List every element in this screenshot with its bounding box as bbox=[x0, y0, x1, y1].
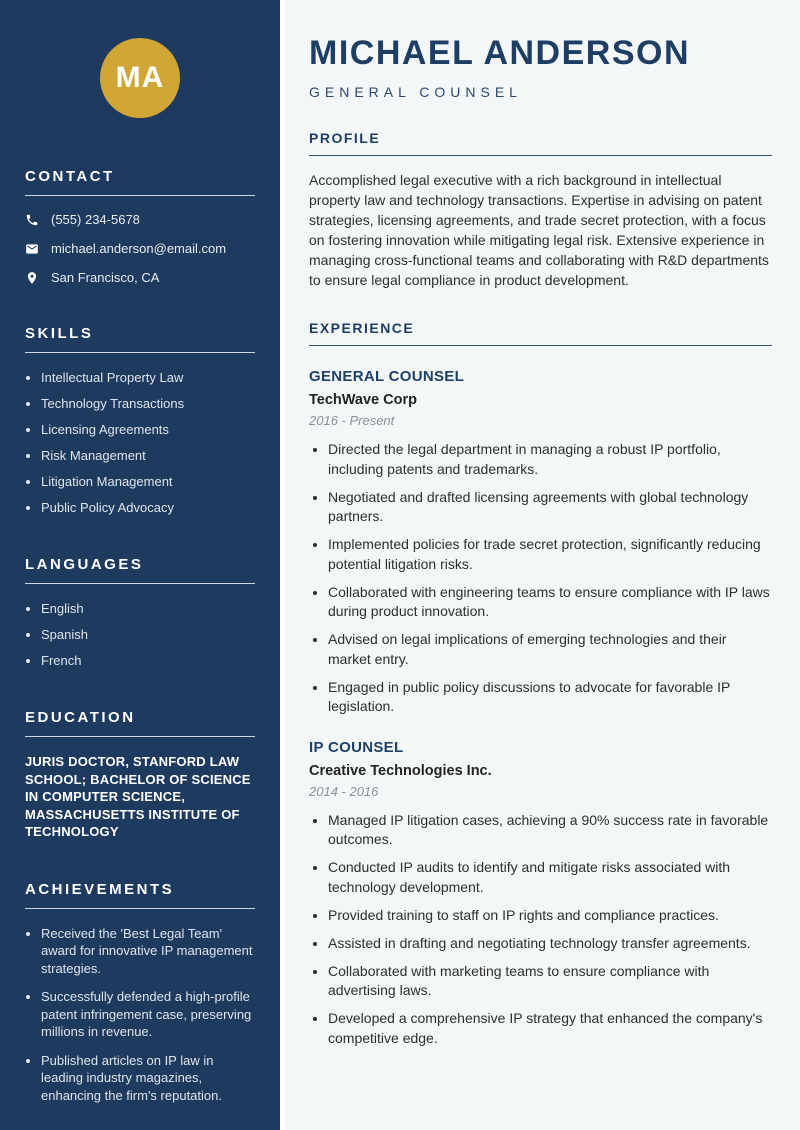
job-company: TechWave Corp bbox=[309, 392, 417, 408]
job-subtitle: GENERAL COUNSEL bbox=[309, 84, 522, 100]
contact-phone-text: (555) 234-5678 bbox=[51, 212, 140, 227]
page-title: MICHAEL ANDERSON bbox=[309, 34, 691, 72]
skills-section bbox=[25, 325, 255, 516]
contact-location bbox=[25, 270, 255, 285]
job-bullet-list bbox=[309, 811, 772, 1049]
language-item: • French bbox=[41, 652, 255, 669]
job-bullet: • Advised on legal implications of emerging technologies and their market entry. bbox=[328, 630, 772, 669]
profile-text: Accomplished legal executive with a rich background in intellectual property law and technology transactions. Expertise in advising on patent strategies, licensing agreements, and trade secret protection, with a focus on fostering innovation while mitigating legal risk. Extensive experience in managing cross-functional teams and collaborating with R&D departments to ensure legal compliance in product development. bbox=[309, 172, 769, 288]
skill-item: • Licensing Agreements bbox=[41, 421, 255, 438]
skill-item: • Intellectual Property Law bbox=[41, 369, 255, 386]
education-heading: EDUCATION bbox=[25, 709, 255, 737]
job-bullet: • Conducted IP audits to identify and mitigate risks associated with technology development. bbox=[328, 858, 772, 897]
avatar bbox=[100, 38, 180, 118]
job-bullet: • Implemented policies for trade secret protection, significantly reducing potential litigation risks. bbox=[328, 535, 772, 574]
location-pin-icon bbox=[25, 271, 39, 285]
job-dates: 2014 - 2016 bbox=[309, 783, 379, 799]
achievements-heading: ACHIEVEMENTS bbox=[25, 881, 255, 909]
achievement-item: • Published articles on IP law in leading industry magazines, enhancing the firm's reputation. bbox=[41, 1052, 255, 1105]
languages-heading: LANGUAGES bbox=[25, 556, 255, 584]
job-dates: 2016 - Present bbox=[309, 413, 395, 428]
sidebar bbox=[0, 0, 280, 1130]
skill-item: • Litigation Management bbox=[41, 473, 255, 490]
job-title: GENERAL COUNSEL bbox=[309, 368, 465, 385]
job-bullet: • Negotiated and drafted licensing agreements with global technology partners. bbox=[328, 488, 772, 527]
education-section bbox=[25, 709, 255, 841]
job-entry-1 bbox=[309, 368, 772, 717]
job-bullet: • Collaborated with marketing teams to ensure compliance with advertising laws. bbox=[328, 962, 772, 1001]
contact-section bbox=[25, 168, 255, 285]
languages-section bbox=[25, 556, 255, 669]
skill-item: • Technology Transactions bbox=[41, 395, 255, 412]
achievement-item: • Received the 'Best Legal Team' award for innovative IP management strategies. bbox=[41, 925, 255, 978]
skill-item: • Risk Management bbox=[41, 447, 255, 464]
job-bullet: • Developed a comprehensive IP strategy that enhanced the company's competitive edge. bbox=[328, 1009, 772, 1048]
skill-item: • Public Policy Advocacy bbox=[41, 499, 255, 516]
job-bullet-list bbox=[309, 440, 772, 717]
achievements-list bbox=[25, 925, 255, 1105]
language-item: • English bbox=[41, 600, 255, 617]
job-bullet: • Managed IP litigation cases, achieving a 90% success rate in favorable outcomes. bbox=[328, 811, 772, 850]
email-icon bbox=[25, 242, 39, 256]
contact-location-text: San Francisco, CA bbox=[51, 270, 160, 285]
main-content bbox=[280, 0, 800, 1130]
skills-heading: SKILLS bbox=[25, 325, 255, 353]
job-bullet: • Provided training to staff on IP rights and compliance practices. bbox=[328, 906, 772, 926]
job-bullet: • Assisted in drafting and negotiating technology transfer agreements. bbox=[328, 934, 772, 954]
contact-email-text: michael.anderson@email.com bbox=[51, 241, 227, 256]
avatar-initials: MA bbox=[115, 61, 165, 94]
languages-list bbox=[25, 600, 255, 669]
profile-heading: PROFILE bbox=[309, 130, 772, 156]
job-company: Creative Technologies Inc. bbox=[309, 762, 492, 779]
job-bullet: • Collaborated with engineering teams to ensure compliance with IP laws during product innovation. bbox=[328, 583, 772, 622]
phone-icon bbox=[25, 213, 39, 227]
education-text: JURIS DOCTOR, STANFORD LAW SCHOOL; BACHELOR OF SCIENCE IN COMPUTER SCIENCE, MASSACHUSETTS INSTITUTE OF TECHNOLOGY bbox=[25, 754, 251, 839]
contact-email bbox=[25, 241, 255, 256]
language-item: • Spanish bbox=[41, 626, 255, 643]
job-bullet: • Engaged in public policy discussions to advocate for favorable IP legislation. bbox=[328, 678, 772, 717]
achievement-item: • Successfully defended a high-profile patent infringement case, preserving millions in revenue. bbox=[41, 988, 255, 1041]
contact-phone bbox=[25, 212, 255, 227]
job-bullet: • Directed the legal department in managing a robust IP portfolio, including patents and trademarks. bbox=[328, 440, 772, 479]
job-entry-2 bbox=[309, 739, 772, 1049]
experience-heading: EXPERIENCE bbox=[309, 320, 772, 346]
contact-heading: CONTACT bbox=[25, 168, 255, 196]
achievements-section bbox=[25, 881, 255, 1105]
job-title: IP COUNSEL bbox=[309, 738, 404, 756]
skills-list bbox=[25, 369, 255, 516]
